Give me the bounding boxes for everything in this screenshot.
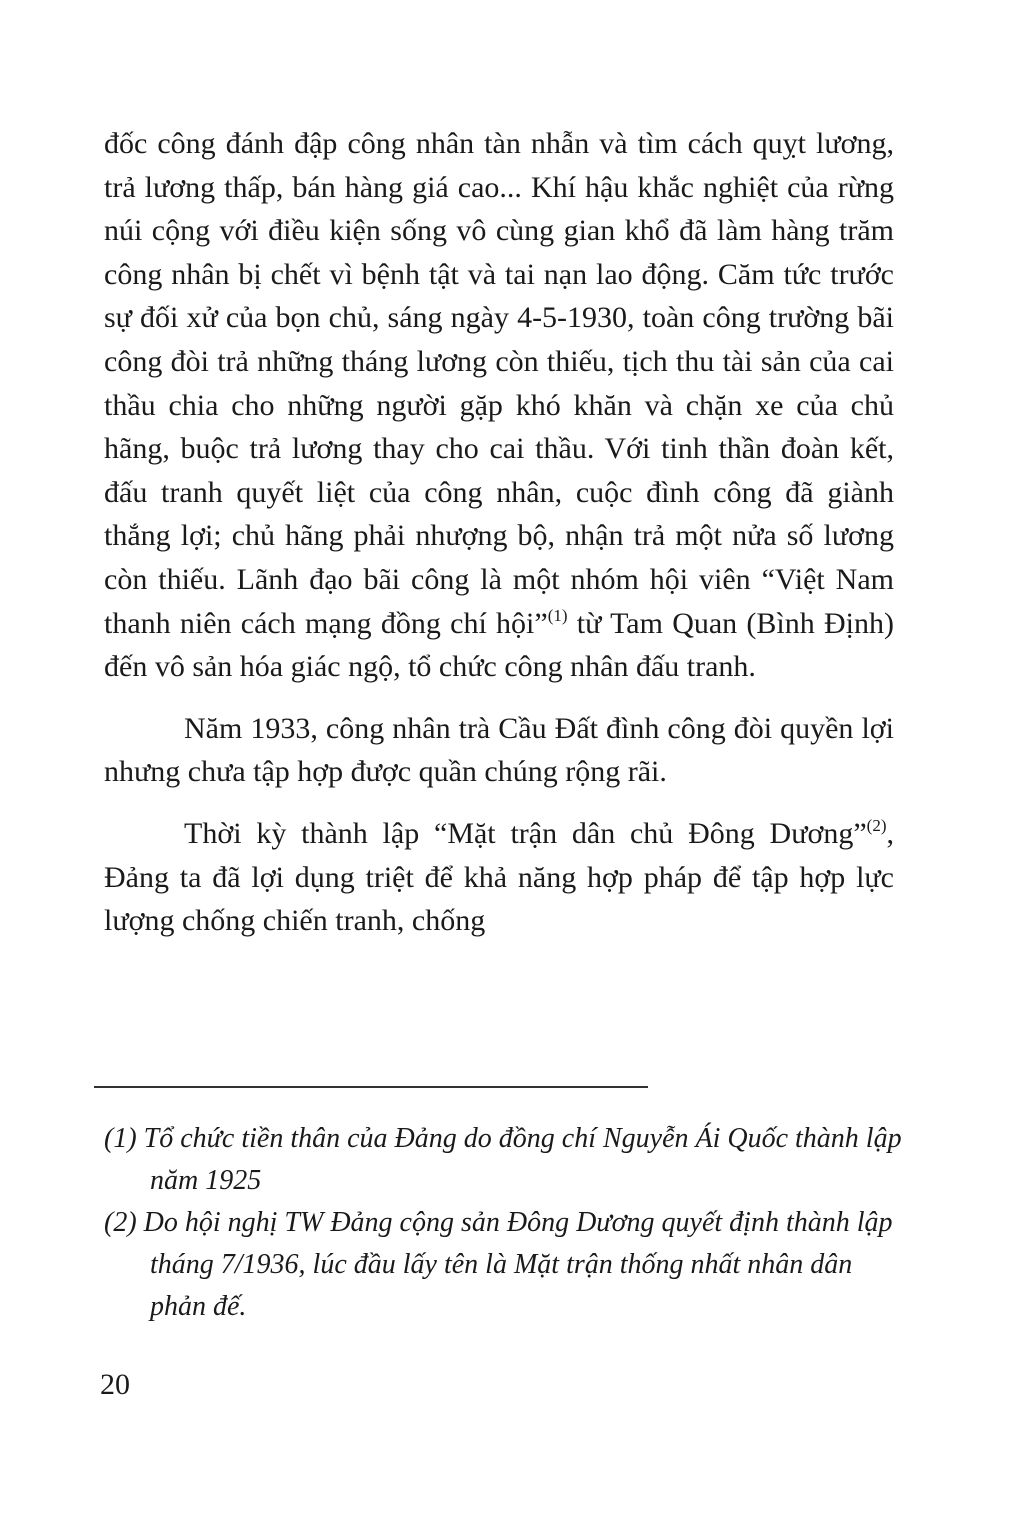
footnote-ref-1: (1) xyxy=(547,605,568,625)
footnote-1: (1) Tổ chức tiền thân của Đảng do đồng chí Nguyễn Ái Quốc thành lập năm 1925 xyxy=(104,1123,902,1196)
footnotes xyxy=(104,1118,904,1328)
paragraph-2 xyxy=(104,707,894,794)
paragraph-3-text: Thời kỳ thành lập “Mặt trận dân chủ Đông Dương” xyxy=(184,816,867,850)
paragraph-1 xyxy=(104,122,894,689)
footnote-2: (2) Do hội nghị TW Đảng cộng sản Đông Dương quyết định thành lập tháng 7/1936, lúc đầu lấy tên là Mặt trận thống nhất nhân dân phản đế. xyxy=(104,1207,893,1322)
paragraph-1-text: đốc công đánh đập công nhân tàn nhẫn và tìm cách quỵt lương, trả lương thấp, bán hàng giá cao... Khí hậu khắc nghiệt của rừng núi cộng với điều kiện sống vô cùng gian khổ đã làm hàng trăm công nhân bị chết vì bệnh tật và tai nạn lao động. Căm tức trước sự đối xử của bọn chủ, sáng ngày 4-5-1930, toàn công trường bãi công đòi trả những tháng lương còn thiếu, tịch thu tài sản của cai thầu chia cho những người gặp khó khăn và chặn xe của chủ hãng, buộc trả lương thay cho cai thầu. Với tinh thần đoàn kết, đấu tranh quyết liệt của công nhân, cuộc đình công đã giành thắng lợi; chủ hãng phải nhượng bộ, nhận trả một nửa số lương còn thiếu. Lãnh đạo bãi công là một nhóm hội viên “Việt Nam thanh niên cách mạng đồng chí hội” xyxy=(104,127,894,640)
paragraph-3-text-after: , Đảng ta đã lợi dụng triệt để khả năng hợp pháp để tập hợp lực lượng chống chiến tranh, chống xyxy=(104,816,894,938)
paragraph-2-text: Năm 1933, công nhân trà Cầu Đất đình công đòi quyền lợi nhưng chưa tập hợp được quần chúng rộng rãi. xyxy=(104,711,894,789)
page-number: 20 xyxy=(100,1368,130,1401)
body-text xyxy=(104,122,894,943)
footnote-ref-2: (2) xyxy=(866,815,887,835)
paragraph-3 xyxy=(104,812,894,943)
paragraph-1-text-after: từ Tam Quan (Bình Định) đến vô sản hóa giác ngộ, tổ chức công nhân đấu tranh. xyxy=(104,606,894,684)
footnote-separator xyxy=(94,1086,648,1088)
